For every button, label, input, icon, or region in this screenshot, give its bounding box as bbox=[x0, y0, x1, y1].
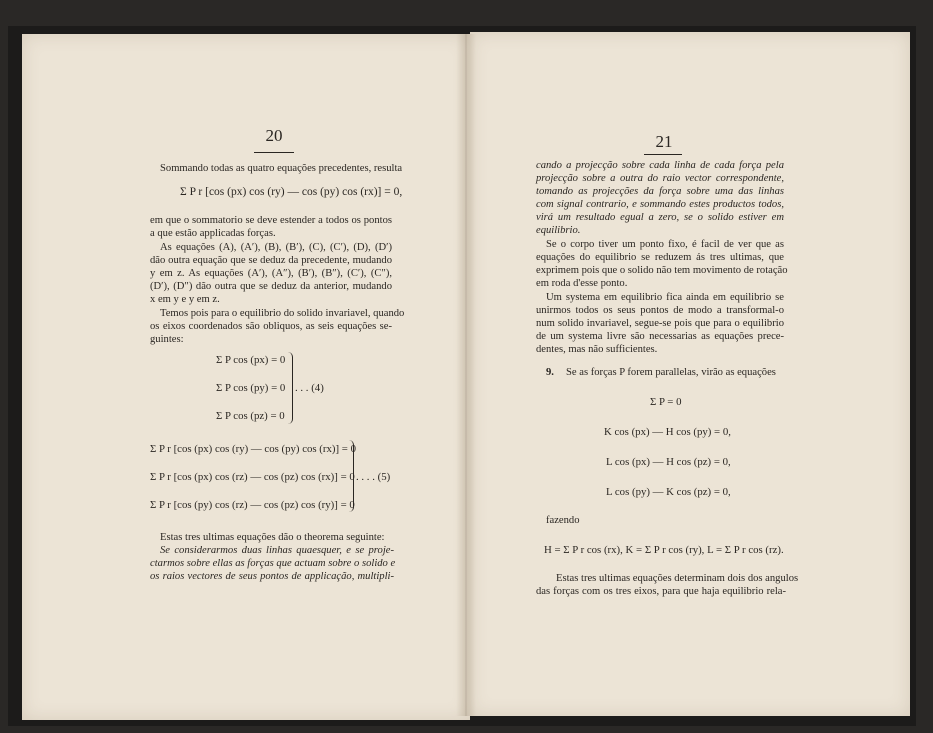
text-line: Estas tres ultimas equações determinam dois dos angulos bbox=[556, 573, 799, 584]
brace bbox=[288, 352, 293, 424]
equation: Σ P = 0 bbox=[650, 396, 682, 408]
text-line: os raios vectores de seus pontos de applicação, multipli- bbox=[150, 571, 394, 582]
text-line: fazendo bbox=[546, 515, 580, 526]
equation: Σ P cos (py) = 0 bbox=[216, 382, 286, 394]
text-line: tomando as projecções da força sobre uma das linhas bbox=[536, 186, 784, 197]
text-line: Estas tres ultimas equações dão o theorema seguinte: bbox=[160, 532, 385, 543]
book-scan bbox=[8, 26, 916, 726]
section-text: Se as forças P forem parallelas, virão as equações bbox=[566, 367, 776, 378]
text-line: x em y e y em z. bbox=[150, 294, 220, 305]
text-line: das forças com os tres eixos, para que haja equilibrio rela- bbox=[536, 586, 786, 597]
equation: Σ P r [cos (px) cos (rz) — cos (pz) cos (rx)] = 0 bbox=[150, 471, 355, 483]
equation: Σ P cos (pz) = 0 bbox=[216, 410, 285, 422]
text-line: em que o sommatorio se deve estender a todos os pontos bbox=[150, 215, 392, 226]
equation-label: . . . (4) bbox=[295, 382, 324, 394]
text-line: num solido invariavel, segue-se pois que para o equilibrio bbox=[536, 318, 784, 329]
page-number: 20 bbox=[265, 126, 283, 145]
text-line: cando a projecção sobre cada linha de cada força pela bbox=[536, 160, 784, 171]
text-line: exprimem pois que o solido não tem movimento de rotação bbox=[536, 265, 788, 276]
text-line: guintes: bbox=[150, 334, 184, 345]
page-number: 21 bbox=[655, 132, 673, 151]
equation: K cos (px) — H cos (py) = 0, bbox=[604, 426, 731, 438]
page-number-rule bbox=[644, 154, 682, 155]
page-number-rule bbox=[254, 152, 294, 153]
text-line: virá um resultado egual a zero, se o solido estiver em bbox=[536, 212, 784, 223]
text-line: y em z. As equações (A′), (A″), (B′), (B″), (C′), (C″), bbox=[150, 268, 392, 279]
equation: Σ P cos (px) = 0 bbox=[216, 354, 286, 366]
text-line: em roda d'esse ponto. bbox=[536, 278, 628, 289]
left-page bbox=[22, 34, 470, 720]
brace bbox=[349, 440, 354, 512]
equation: L cos (py) — K cos (pz) = 0, bbox=[606, 486, 731, 498]
section-number: 9. bbox=[546, 367, 554, 378]
right-page bbox=[470, 32, 910, 716]
text-line: unirmos todos os seus pontos de modo a transformal-o bbox=[536, 305, 784, 316]
text-line: de um systema livre são necessarias as equações prece- bbox=[536, 331, 784, 342]
text-line: dão outra equação que se deduz da precedente, mudando bbox=[150, 255, 392, 266]
text-line: Temos pois para o equilibrio do solido invariavel, quando bbox=[160, 308, 405, 319]
text-line: As equações (A), (A′), (B), (B′), (C), (C′), (D), (D′) bbox=[160, 242, 392, 253]
text-line: equações do equilibrio se reduzem ás tres ultimas, que bbox=[536, 252, 784, 263]
text-line: a que estão applicadas forças. bbox=[150, 228, 276, 239]
text-line: Se considerarmos duas linhas quaesquer, e se proje- bbox=[160, 545, 394, 556]
equation: Σ P r [cos (py) cos (rz) — cos (pz) cos (ry)] = 0 bbox=[150, 499, 355, 511]
intro-line: Sommando todas as quatro equações precedentes, resulta bbox=[160, 163, 403, 174]
book-gutter bbox=[456, 34, 476, 716]
equation: Σ P r [cos (px) cos (ry) — cos (py) cos (rx)] = 0 bbox=[150, 443, 356, 455]
text-line: (D′), (D″) dão outra que se deduz da anterior, mudando bbox=[150, 281, 392, 292]
text-line: ctarmos sobre ellas as forças que actuam sobre o solido e bbox=[150, 558, 396, 569]
text-line: os eixos coordenados são obliquos, as seis equações se- bbox=[150, 321, 392, 332]
text-line: equilibrio. bbox=[536, 225, 581, 236]
text-line: com signal contrario, e sommando estes productos todos, bbox=[536, 199, 784, 210]
equation: L cos (px) — H cos (pz) = 0, bbox=[606, 456, 731, 468]
text-line: Se o corpo tiver um ponto fixo, é facil de ver que as bbox=[546, 239, 784, 250]
text-line: Um systema em equilibrio fica ainda em equilibrio se bbox=[546, 292, 784, 303]
text-line: projecção sobre a outra do raio vector correspondente, bbox=[536, 173, 784, 184]
text-line: dentes, mas não sufficientes. bbox=[536, 344, 658, 355]
equation-label: . . . . (5) bbox=[356, 471, 391, 483]
definitions-equation: H = Σ P r cos (rx), K = Σ P r cos (ry), L = Σ P r cos (rz). bbox=[544, 544, 784, 556]
main-equation: Σ P r [cos (px) cos (ry) — cos (py) cos (rx)] = 0, bbox=[180, 186, 403, 198]
